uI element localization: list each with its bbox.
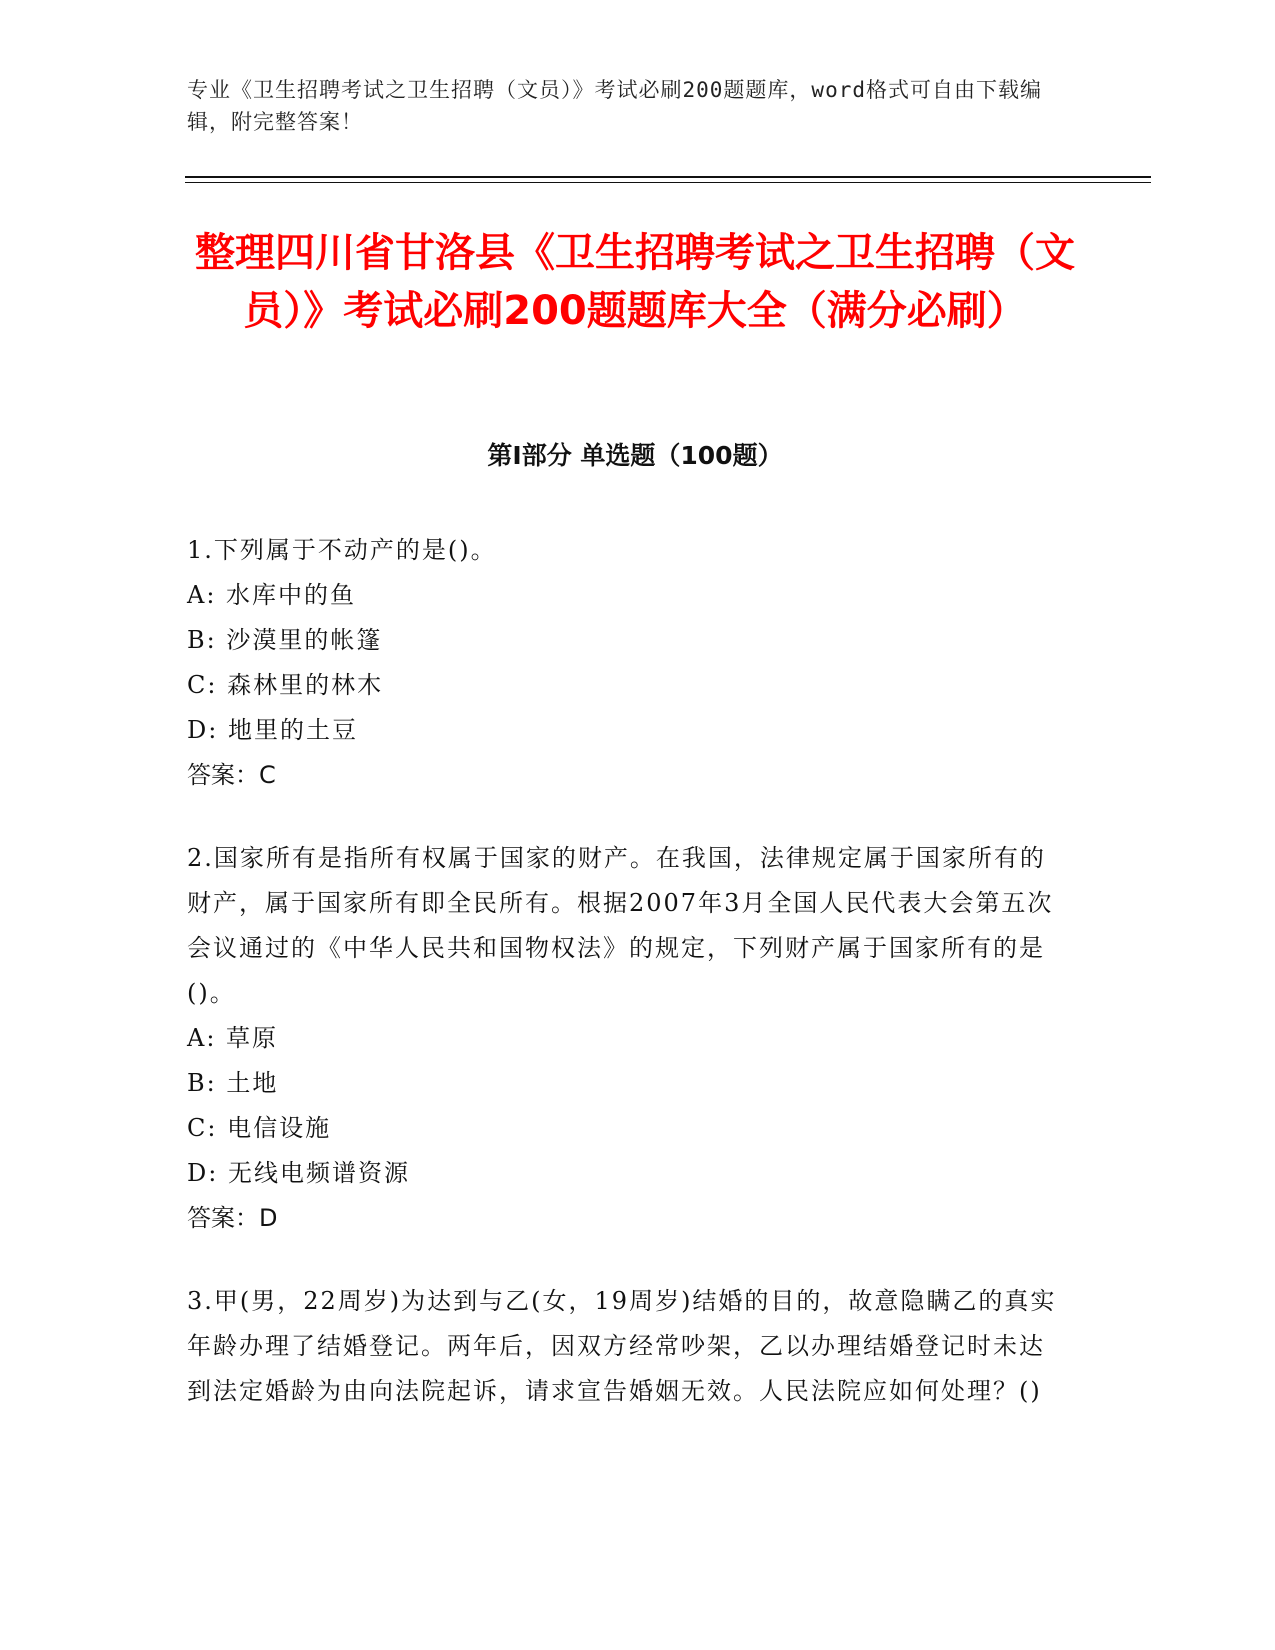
question-text: 2.国家所有是指所有权属于国家的财产。在我国，法律规定属于国家所有的财产，属于国家所有即全民所有。根据2007年3月全国人民代表大会第五次会议通过的《中华人民共和国物权法》的规定，下列财产属于国家所有的是()。 [187,844,1054,1007]
question-1 [187,528,1067,798]
question-3 [187,1279,1067,1414]
option-b: B: 土地 [187,1069,279,1097]
option-d: D: 无线电频谱资源 [187,1159,410,1187]
question-text: 3.甲(男，22周岁)为达到与乙(女，19周岁)结婚的目的，故意隐瞒乙的真实年龄办理了结婚登记。两年后，因双方经常吵架，乙以办理结婚登记时未达到法定婚龄为由向法院起诉，请求宣告婚姻无效。人民法院应如何处理？() [187,1287,1057,1405]
option-c: C: 电信设施 [187,1114,332,1142]
option-c: C: 森林里的林木 [187,671,384,699]
option-d: D: 地里的土豆 [187,716,358,744]
header-rule-thin [185,182,1151,183]
answer: 答案：C [187,761,276,789]
document-title: 整理四川省甘洛县《卫生招聘考试之卫生招聘（文员）》考试必刷200题题库大全（满分必刷） [195,230,1075,334]
question-list [187,528,1067,1452]
section-title: 第I部分 单选题（100题） [487,441,783,470]
header-rule-thick [185,176,1151,178]
option-a: A: 草原 [187,1024,279,1052]
answer: 答案：D [187,1204,278,1232]
question-2 [187,836,1067,1241]
option-a: A: 水库中的鱼 [187,581,357,609]
question-text: 1.下列属于不动产的是()。 [187,536,497,564]
option-b: B: 沙漠里的帐篷 [187,626,383,654]
header-note: 专业《卫生招聘考试之卫生招聘（文员）》考试必刷200题题库，word格式可自由下载编辑，附完整答案！ [187,78,1042,134]
